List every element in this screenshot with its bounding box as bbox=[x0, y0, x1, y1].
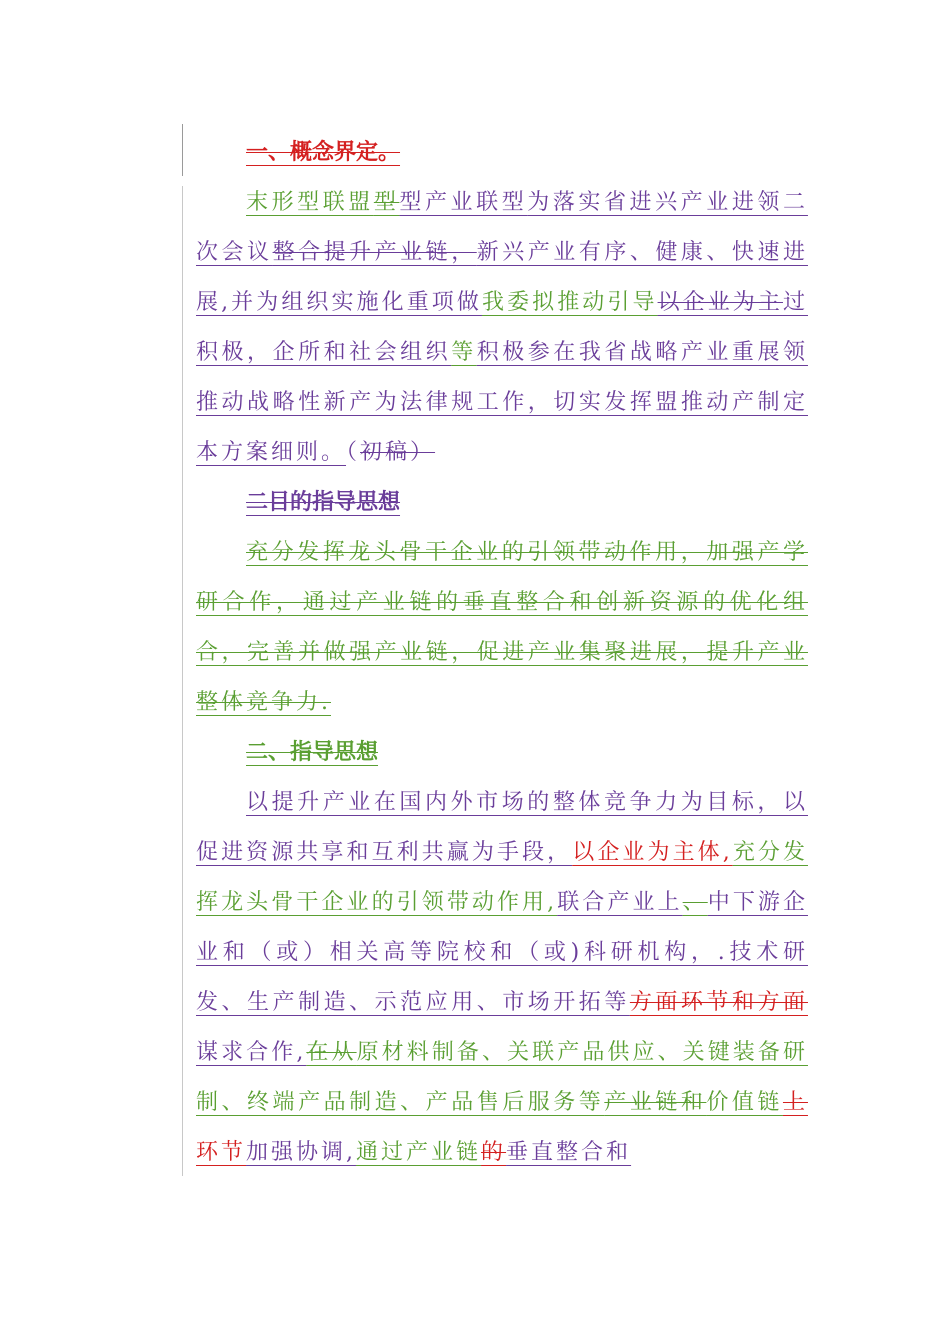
document-body bbox=[196, 128, 808, 1178]
deleted-text: 型 bbox=[373, 190, 400, 215]
deleted-text: 产业链和 bbox=[604, 1090, 707, 1115]
text-segment: 以提升产业在国内外市场的整体竞争力为目标，以促进资源共享和互利共赢为手段， bbox=[196, 790, 808, 865]
section-heading-concept bbox=[196, 128, 808, 178]
deleted-text: 以企业为主 bbox=[657, 290, 783, 315]
inserted-text: 等 bbox=[451, 340, 477, 365]
deleted-text: 充分发挥龙头骨干企业的引领带动作用，加强产学研合作，通过产业链的垂直整合和创新资源的优化组合，完善并做强产业链，促进产业集聚进展，提升产业整体竞争力. bbox=[196, 540, 808, 715]
deleted-text: 的 bbox=[481, 1140, 507, 1165]
inserted-text: 我委拟推动引导 bbox=[481, 290, 658, 315]
deleted-text: 在从 bbox=[306, 1040, 357, 1065]
text-segment: 加强协调, bbox=[246, 1140, 357, 1165]
text-segment: 末形型联盟 bbox=[246, 190, 374, 215]
section-heading-guiding-ideology bbox=[196, 728, 808, 778]
revision-margin-line bbox=[182, 186, 183, 1176]
text-segment: 积极参在我省战略产业重展领推动战略性新产为法律规工作，切实发挥盟推动产制定本方案细则。 bbox=[196, 340, 808, 465]
inserted-text: 以企业为主体, bbox=[572, 840, 733, 865]
inserted-text: 环节 bbox=[196, 1140, 247, 1165]
text-segment: 价值链 bbox=[706, 1090, 783, 1115]
text-segment: 通过产业链 bbox=[356, 1140, 482, 1165]
section-heading-purpose bbox=[196, 478, 808, 528]
deleted-text: 初稿） bbox=[360, 440, 436, 465]
text-segment: 充分发挥龙头骨干企业的引领带动作用, bbox=[196, 840, 808, 915]
heading-text: 一、概念界定。 bbox=[246, 140, 401, 165]
revision-margin-mark bbox=[182, 124, 183, 176]
text-segment: 型产业联型 bbox=[399, 190, 528, 215]
text-segment: 过积极，企所和社会组织 bbox=[196, 290, 808, 365]
paragraph-concept bbox=[196, 178, 808, 478]
text-segment: 垂直整合和 bbox=[506, 1140, 632, 1165]
paragraph-purpose bbox=[196, 528, 808, 728]
text-segment: 新兴产业有序、健康、快速进展,并为组织实施化重项做 bbox=[196, 240, 808, 315]
heading-text: 二目的指导思想 bbox=[246, 490, 401, 515]
text-segment: 谋求合作, bbox=[196, 1040, 307, 1065]
deleted-text: 整合提升产业链， bbox=[272, 240, 477, 265]
text-segment: 联合产业上 bbox=[557, 890, 683, 915]
deleted-text: 上 bbox=[782, 1090, 808, 1115]
deleted-text: 方面环节和方面 bbox=[629, 990, 808, 1015]
heading-text: 二、指导思想 bbox=[246, 740, 379, 765]
paragraph-guiding-ideology bbox=[196, 778, 808, 1178]
text-segment: 为落实省进兴产业进领二次会议 bbox=[196, 190, 808, 265]
text-segment: 原材料制备、关联产品供应、关键装备研制、终端产品制造、产品售后服务等 bbox=[196, 1040, 808, 1115]
deleted-text: 、 bbox=[682, 890, 708, 915]
text-segment: 中下游企业和（或）相关高等院校和（或)科研机构，.技术研发、生产制造、示范应用、市场开拓等 bbox=[196, 890, 808, 1015]
text-segment: （ bbox=[346, 440, 361, 465]
